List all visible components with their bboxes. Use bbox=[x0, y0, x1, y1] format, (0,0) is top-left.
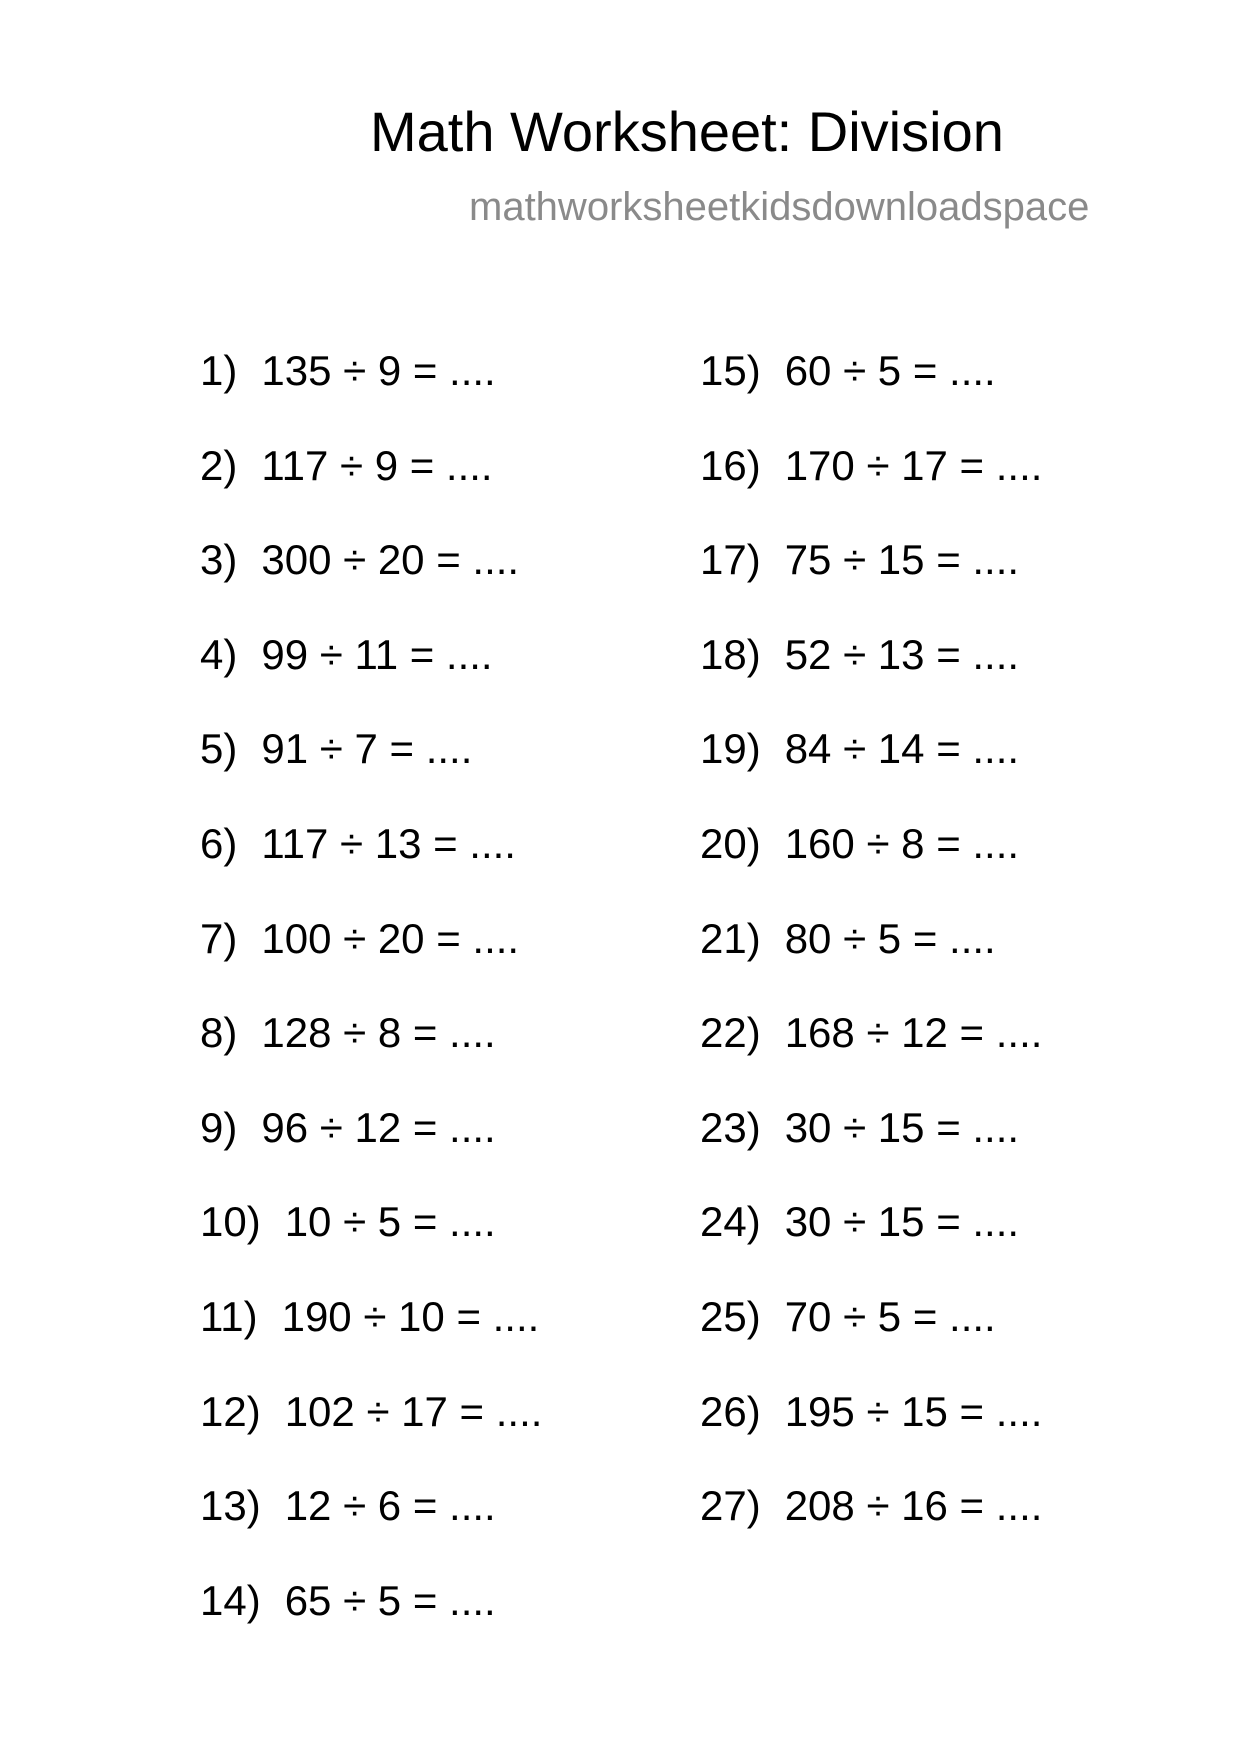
problem-item bbox=[200, 536, 660, 631]
problem-number: 25) bbox=[700, 1292, 761, 1340]
problem-number: 4) bbox=[200, 630, 238, 678]
problem-number: 14) bbox=[200, 1576, 261, 1624]
problem-item bbox=[200, 347, 660, 442]
problem-item bbox=[200, 915, 660, 1010]
problem-number: 18) bbox=[700, 630, 761, 678]
problem-item bbox=[700, 915, 1160, 1010]
problem-item bbox=[200, 1104, 660, 1199]
worksheet-title: Math Worksheet: Division bbox=[370, 100, 1004, 163]
problem-number: 24) bbox=[700, 1198, 761, 1246]
problem-expression: 208 ÷ 16 = .... bbox=[784, 1482, 1043, 1530]
problem-expression: 52 ÷ 13 = .... bbox=[784, 630, 1020, 678]
problem-item bbox=[200, 1009, 660, 1104]
problem-expression: 168 ÷ 12 = .... bbox=[784, 1009, 1043, 1057]
problem-expression: 117 ÷ 13 = .... bbox=[261, 819, 516, 867]
problem-expression: 12 ÷ 6 = .... bbox=[284, 1482, 496, 1530]
problem-expression: 60 ÷ 5 = .... bbox=[784, 347, 996, 394]
problems-column-right bbox=[700, 347, 1160, 1577]
problem-item bbox=[700, 1198, 1160, 1293]
problem-number: 5) bbox=[200, 725, 238, 773]
problem-expression: 102 ÷ 17 = .... bbox=[284, 1387, 543, 1435]
problem-expression: 160 ÷ 8 = .... bbox=[784, 819, 1020, 867]
problem-number: 20) bbox=[700, 819, 761, 867]
problem-number: 17) bbox=[700, 536, 761, 584]
problem-expression: 300 ÷ 20 = .... bbox=[261, 536, 520, 584]
problem-expression: 100 ÷ 20 = .... bbox=[261, 914, 520, 962]
problem-item bbox=[200, 820, 660, 915]
problem-expression: 170 ÷ 17 = .... bbox=[784, 441, 1043, 489]
problem-number: 10) bbox=[200, 1198, 261, 1246]
problem-expression: 117 ÷ 9 = .... bbox=[261, 441, 493, 489]
problem-expression: 10 ÷ 5 = .... bbox=[284, 1198, 496, 1246]
problem-item bbox=[700, 631, 1160, 726]
problem-item bbox=[700, 725, 1160, 820]
problem-item bbox=[200, 631, 660, 726]
problem-number: 6) bbox=[200, 819, 238, 867]
problem-number: 26) bbox=[700, 1387, 761, 1435]
problem-number: 22) bbox=[700, 1009, 761, 1057]
problem-expression: 195 ÷ 15 = .... bbox=[784, 1387, 1043, 1435]
problem-number: 16) bbox=[700, 441, 761, 489]
problem-number: 8) bbox=[200, 1009, 238, 1057]
problem-item bbox=[700, 1388, 1160, 1483]
worksheet-subtitle: mathworksheetkidsdownloadspace bbox=[469, 185, 1090, 229]
problem-number: 1) bbox=[200, 347, 238, 394]
problem-item bbox=[700, 1482, 1160, 1577]
problem-expression: 70 ÷ 5 = .... bbox=[784, 1292, 996, 1340]
problem-expression: 30 ÷ 15 = .... bbox=[784, 1198, 1020, 1246]
problem-item bbox=[200, 1293, 660, 1388]
problem-expression: 190 ÷ 10 = .... bbox=[281, 1292, 540, 1340]
problem-expression: 80 ÷ 5 = .... bbox=[784, 914, 996, 962]
problem-item bbox=[700, 536, 1160, 631]
problem-expression: 99 ÷ 11 = .... bbox=[261, 630, 493, 678]
problem-expression: 30 ÷ 15 = .... bbox=[784, 1103, 1020, 1151]
problem-item bbox=[700, 1009, 1160, 1104]
problem-number: 12) bbox=[200, 1387, 261, 1435]
problems-column-left bbox=[200, 347, 660, 1671]
problem-number: 11) bbox=[200, 1292, 258, 1340]
problem-item bbox=[700, 347, 1160, 442]
problem-item bbox=[200, 1482, 660, 1577]
problem-number: 15) bbox=[700, 347, 761, 394]
problem-item bbox=[700, 442, 1160, 537]
problem-expression: 84 ÷ 14 = .... bbox=[784, 725, 1020, 773]
problem-number: 2) bbox=[200, 441, 238, 489]
problem-expression: 91 ÷ 7 = .... bbox=[261, 725, 473, 773]
problem-number: 9) bbox=[200, 1103, 238, 1151]
problem-expression: 135 ÷ 9 = .... bbox=[261, 347, 496, 394]
problem-expression: 75 ÷ 15 = .... bbox=[784, 536, 1020, 584]
problem-number: 21) bbox=[700, 914, 761, 962]
problem-item bbox=[200, 442, 660, 537]
problem-item bbox=[200, 725, 660, 820]
problem-expression: 96 ÷ 12 = .... bbox=[261, 1103, 496, 1151]
problem-item bbox=[700, 1293, 1160, 1388]
problem-number: 27) bbox=[700, 1482, 761, 1530]
problem-number: 7) bbox=[200, 914, 238, 962]
problem-number: 23) bbox=[700, 1103, 761, 1151]
problem-item bbox=[200, 1198, 660, 1293]
problem-expression: 65 ÷ 5 = .... bbox=[284, 1576, 496, 1624]
problem-item bbox=[700, 820, 1160, 915]
problem-number: 19) bbox=[700, 725, 761, 773]
problem-item bbox=[200, 1577, 660, 1672]
problem-number: 13) bbox=[200, 1482, 261, 1530]
problem-item bbox=[700, 1104, 1160, 1199]
problem-number: 3) bbox=[200, 536, 238, 584]
problem-expression: 128 ÷ 8 = .... bbox=[261, 1009, 496, 1057]
problem-item bbox=[200, 1388, 660, 1483]
